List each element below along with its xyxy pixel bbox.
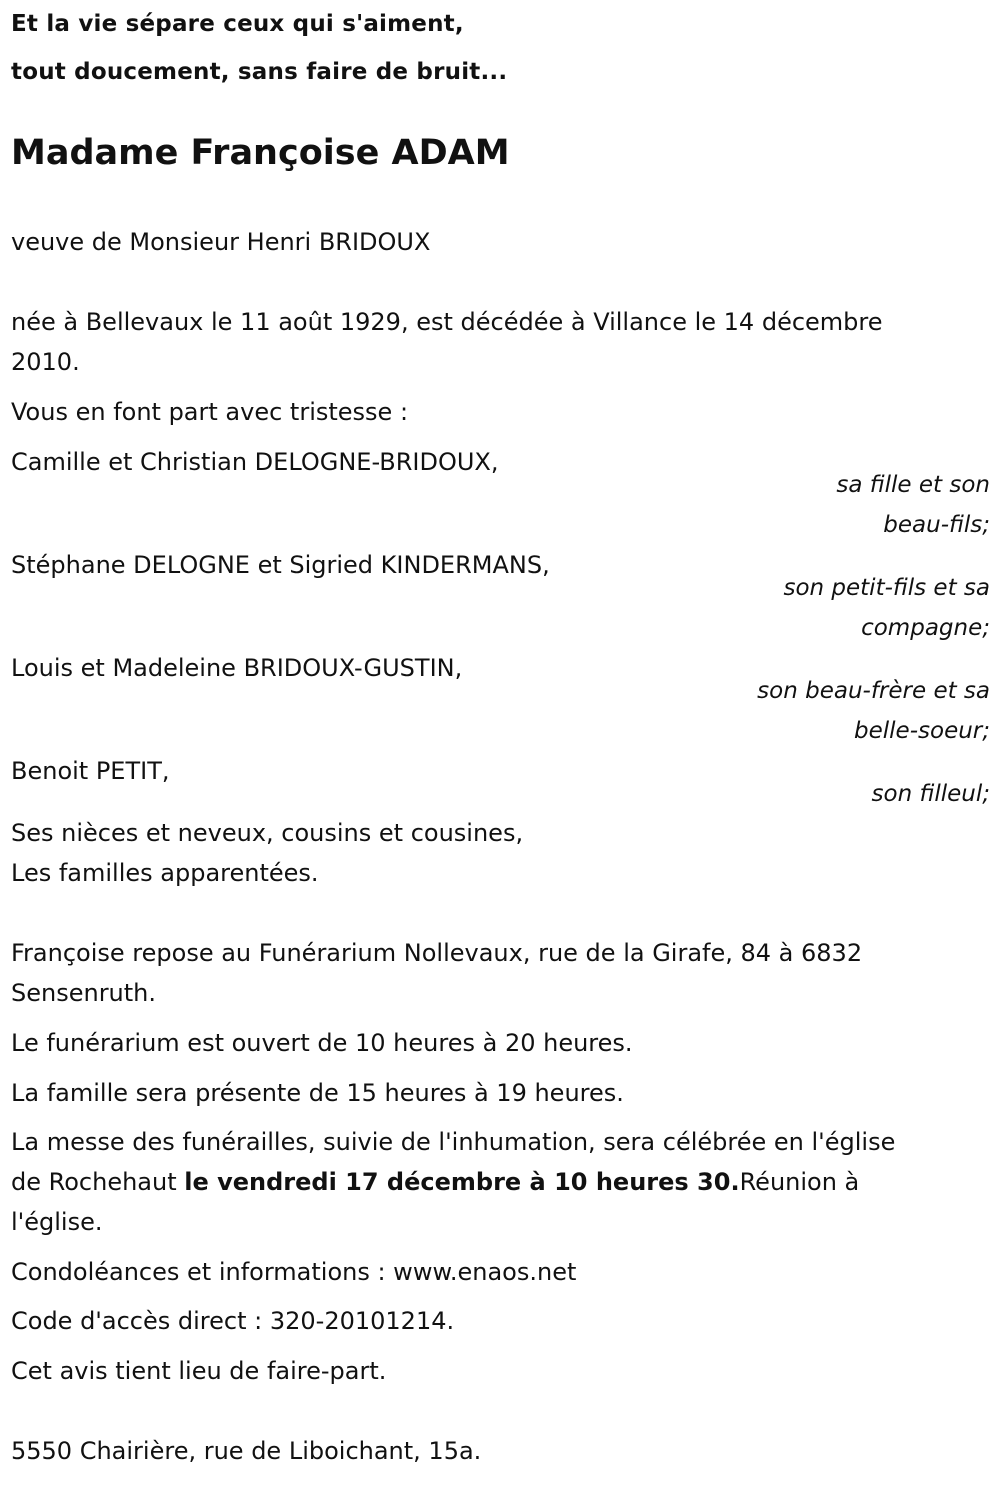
birth-death-line-2: 2010.	[11, 348, 80, 376]
family-presence: La famille sera présente de 15 heures à 19 heures.	[11, 1079, 624, 1107]
notice-statement: Cet avis tient lieu de faire-part.	[11, 1357, 387, 1385]
verse-line-2: tout doucement, sans faire de bruit...	[11, 59, 508, 85]
family-member-relation: son beau-frère et sa	[757, 678, 990, 704]
mass-location: de Rochehaut	[11, 1168, 185, 1196]
access-code: Code d'accès direct : 320-20101214.	[11, 1307, 455, 1335]
mass-line-1: La messe des funérailles, suivie de l'inhumation, sera célébrée en l'église	[11, 1128, 896, 1156]
extended-family-line-2: Les familles apparentées.	[11, 859, 319, 887]
family-member-name: Louis et Madeleine BRIDOUX-GUSTIN,	[11, 654, 463, 682]
extended-family-line-1: Ses nièces et neveux, cousins et cousines,	[11, 819, 524, 847]
condolences-info: Condoléances et informations : www.enaos.net	[11, 1258, 577, 1286]
widow-of-line: veuve de Monsieur Henri BRIDOUX	[11, 228, 431, 256]
family-member-relation: compagne;	[861, 615, 990, 641]
family-member-name: Benoit PETIT,	[11, 757, 170, 785]
repose-line-2: Sensenruth.	[11, 979, 157, 1007]
family-member-name: Camille et Christian DELOGNE-BRIDOUX,	[11, 448, 499, 476]
funerarium-hours: Le funérarium est ouvert de 10 heures à 20 heures.	[11, 1029, 633, 1057]
mass-line-3: l'église.	[11, 1208, 103, 1236]
deceased-name: Madame Françoise ADAM	[11, 133, 510, 173]
family-member-relation: belle-soeur;	[854, 718, 990, 744]
mass-meeting: Réunion à	[739, 1168, 860, 1196]
repose-line-1: Françoise repose au Funérarium Nollevaux, rue de la Girafe, 84 à 6832	[11, 939, 863, 967]
family-member-relation: sa fille et son	[836, 472, 990, 498]
family-member-relation: son petit-fils et sa	[783, 575, 990, 601]
family-member-relation: beau-fils;	[883, 512, 990, 538]
family-address: 5550 Chairière, rue de Liboichant, 15a.	[11, 1437, 482, 1465]
mass-date-time: le vendredi 17 décembre à 10 heures 30.	[184, 1168, 740, 1196]
birth-death-line-1: née à Bellevaux le 11 août 1929, est décédée à Villance le 14 décembre	[11, 308, 883, 336]
mass-line-2	[11, 1162, 976, 1202]
announcement-intro: Vous en font part avec tristesse :	[11, 398, 409, 426]
family-member-name: Stéphane DELOGNE et Sigried KINDERMANS,	[11, 551, 550, 579]
verse-line-1: Et la vie sépare ceux qui s'aiment,	[11, 11, 464, 37]
family-member-relation: son filleul;	[871, 781, 990, 807]
